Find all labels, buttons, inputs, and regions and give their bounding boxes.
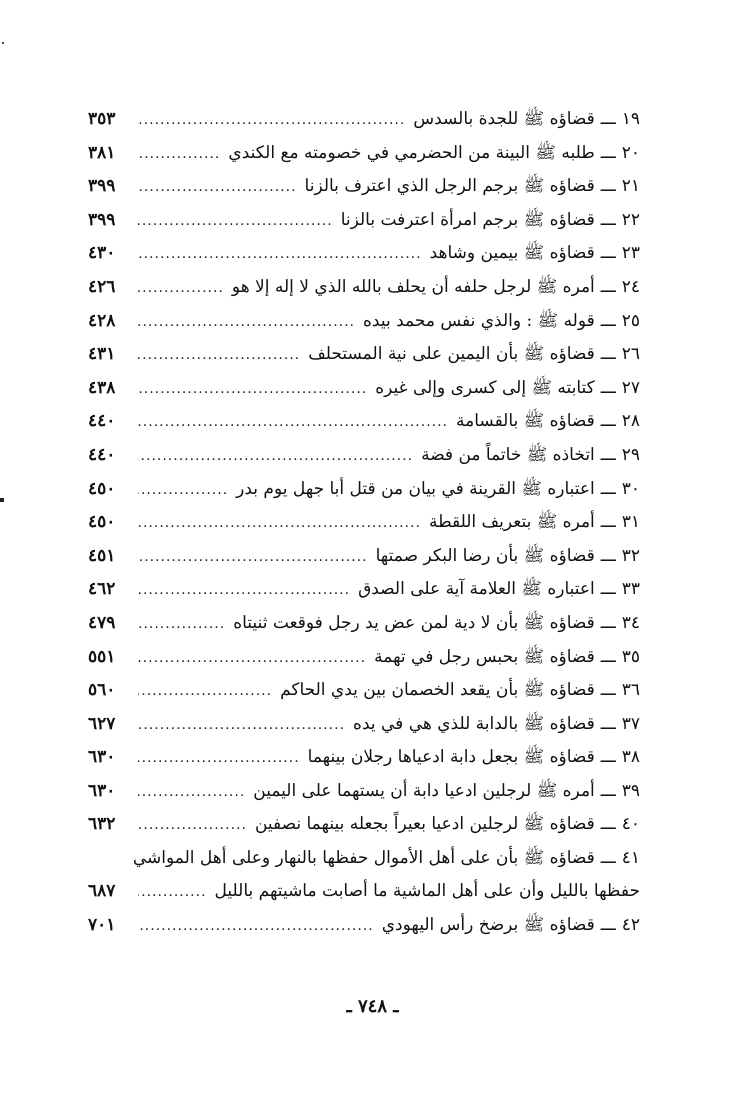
entry-title: قضاؤه ﷺ برضخ رأس اليهودي bbox=[381, 915, 595, 936]
leader-dots bbox=[138, 112, 405, 128]
entry-dash: ـــ bbox=[600, 209, 616, 230]
leader-dots bbox=[138, 616, 225, 632]
entry-page: ٤٣٠ bbox=[88, 243, 116, 264]
entry-number: ٢٤ bbox=[621, 276, 640, 297]
entry-number: ٣٣ bbox=[621, 579, 640, 600]
entry-title: اتخاذه ﷺ خاتماً من فضة bbox=[421, 444, 595, 465]
leader-dots bbox=[138, 414, 448, 430]
leader-dots bbox=[138, 314, 355, 330]
entry-title: قضاؤه ﷺ بأن لا دية لمن عض يد رجل فوقعت ثنيتاه bbox=[233, 612, 595, 633]
leader-dots bbox=[138, 347, 300, 363]
toc-entry-41-line1 bbox=[88, 847, 640, 881]
entry-page: ٤٣١ bbox=[88, 344, 116, 365]
toc-entry bbox=[88, 746, 640, 780]
toc-entry bbox=[88, 410, 640, 444]
entry-number: ٢٨ bbox=[621, 411, 640, 432]
entry-number: ٢٩ bbox=[621, 444, 640, 465]
toc-entry bbox=[88, 578, 640, 612]
entry-dash: ـــ bbox=[600, 344, 616, 365]
toc-entry-42 bbox=[88, 914, 640, 948]
entry-page: ٤٥١ bbox=[88, 545, 116, 566]
entry-number: ٣٩ bbox=[621, 780, 640, 801]
entry-dash: ـــ bbox=[600, 377, 616, 398]
toc-entry bbox=[88, 679, 640, 713]
entry-title: قضاؤه ﷺ لرجلين ادعيا بعيراً بجعله بينهما نصفين bbox=[254, 814, 595, 835]
toc-entry bbox=[88, 478, 640, 512]
scan-mark bbox=[2, 42, 4, 44]
entry-title: قضاؤه ﷺ للجدة بالسدس bbox=[413, 109, 595, 129]
entry-title-continued: حفظها بالليل وأن على أهل الماشية ما أصابت ماشيتهم بالليل bbox=[214, 880, 640, 901]
entry-title: كتابته ﷺ إلى كسرى وإلى غيره bbox=[375, 377, 595, 398]
toc-entry bbox=[88, 276, 640, 310]
leader-dots bbox=[138, 246, 422, 262]
toc-entry bbox=[88, 646, 640, 680]
entry-number: ٢٠ bbox=[621, 142, 640, 163]
toc-entry bbox=[88, 713, 640, 747]
entry-page: ٤٢٦ bbox=[88, 276, 116, 297]
toc-entry bbox=[88, 780, 640, 814]
entry-number: ٢٦ bbox=[621, 344, 640, 365]
entry-title: أمره ﷺ لرجل حلفه أن يحلف بالله الذي لا إله إلا هو bbox=[231, 276, 595, 297]
entry-page: ٥٥١ bbox=[88, 646, 116, 667]
leader-dots bbox=[138, 750, 300, 766]
table-of-contents bbox=[88, 108, 640, 948]
entry-title: قضاؤه ﷺ بالقسامة bbox=[456, 411, 595, 432]
leader-dots bbox=[138, 280, 224, 296]
entry-title: اعتباره ﷺ القرينة في بيان من قتل أبا جهل يوم بدر bbox=[236, 478, 595, 499]
scan-mark bbox=[0, 498, 4, 502]
entry-title: قضاؤه ﷺ بالدابة للذي هي في يده bbox=[353, 713, 595, 734]
entry-number: ٣٥ bbox=[621, 646, 640, 667]
entry-title: قضاؤه ﷺ بأن رضا البكر صمتها bbox=[375, 545, 595, 566]
entry-dash: ـــ bbox=[600, 243, 616, 264]
entry-dash: ـــ bbox=[600, 512, 616, 533]
entry-dash: ـــ bbox=[600, 545, 616, 566]
leader-dots bbox=[138, 146, 220, 162]
entry-page: ٧٠١ bbox=[88, 915, 116, 936]
entry-title: قضاؤه ﷺ بأن على أهل الأموال حفظها بالنهار وعلى أهل المواشي bbox=[132, 848, 595, 869]
entry-page: ٦٣٠ bbox=[88, 747, 116, 768]
toc-entry bbox=[88, 310, 640, 344]
entry-title: قضاؤه ﷺ بجعل دابة ادعياها رجلان بينهما bbox=[307, 747, 595, 768]
entry-page: ٤٤٠ bbox=[88, 411, 116, 432]
entry-dash: ـــ bbox=[600, 411, 616, 432]
entry-page: ٣٩٩ bbox=[88, 209, 116, 230]
entry-page: ٦٣٠ bbox=[88, 780, 116, 801]
leader-dots bbox=[138, 549, 368, 565]
toc-entry bbox=[88, 813, 640, 847]
leader-dots bbox=[138, 683, 272, 699]
entry-title: أمره ﷺ بتعريف اللقطة bbox=[428, 512, 595, 533]
entry-title: قضاؤه ﷺ بيمين وشاهد bbox=[429, 243, 595, 264]
entry-dash: ـــ bbox=[600, 109, 616, 129]
leader-dots bbox=[138, 784, 245, 800]
entry-dash: ـــ bbox=[600, 142, 616, 163]
toc-entry-41-line2 bbox=[88, 881, 640, 915]
entry-page: ٤٤٠ bbox=[88, 444, 116, 465]
entry-dash: ـــ bbox=[600, 444, 616, 465]
toc-entry bbox=[88, 612, 640, 646]
entry-dash: ـــ bbox=[600, 579, 616, 600]
entry-number: ٢٣ bbox=[621, 243, 640, 264]
entry-page: ٤٦٢ bbox=[88, 579, 116, 600]
entry-page: ٤٥٠ bbox=[88, 512, 116, 533]
toc-entry bbox=[88, 343, 640, 377]
entry-number: ٢٢ bbox=[621, 209, 640, 230]
entry-number: ٢١ bbox=[621, 176, 640, 197]
leader-dots bbox=[138, 650, 366, 666]
toc-entry bbox=[88, 545, 640, 579]
entry-number: ٢٥ bbox=[621, 310, 640, 331]
entry-page: ٣٨١ bbox=[88, 142, 116, 163]
entry-title: قضاؤه ﷺ برجم الرجل الذي اعترف بالزنا bbox=[304, 176, 595, 197]
leader-dots bbox=[138, 179, 297, 195]
entry-number: ٣٨ bbox=[621, 747, 640, 768]
toc-entry bbox=[88, 377, 640, 411]
entry-number: ٤١ bbox=[621, 848, 640, 869]
entry-dash: ـــ bbox=[600, 747, 616, 768]
toc-entry bbox=[88, 175, 640, 209]
entry-title: طلبه ﷺ البينة من الحضرمي في خصومته مع الكندي bbox=[228, 142, 595, 163]
entry-title: اعتباره ﷺ العلامة آية على الصدق bbox=[358, 579, 595, 600]
toc-entry bbox=[88, 209, 640, 243]
entry-title: قوله ﷺ : والذي نفس محمد بيده bbox=[363, 310, 595, 331]
leader-dots bbox=[138, 482, 228, 498]
entry-dash: ـــ bbox=[600, 646, 616, 667]
entry-number: ٣٤ bbox=[621, 612, 640, 633]
entry-page: ٤٣٨ bbox=[88, 377, 116, 398]
entry-page: ٤٥٠ bbox=[88, 478, 116, 499]
entry-dash: ـــ bbox=[600, 848, 616, 869]
entry-title: قضاؤه ﷺ برجم امرأة اعترفت بالزنا bbox=[340, 209, 595, 230]
entry-number: ٣١ bbox=[621, 512, 640, 533]
entry-dash: ـــ bbox=[600, 478, 616, 499]
entry-number: ٤٢ bbox=[621, 915, 640, 936]
leader-dots bbox=[138, 717, 345, 733]
toc-entry bbox=[88, 511, 640, 545]
leader-dots bbox=[138, 918, 374, 934]
entry-dash: ـــ bbox=[600, 612, 616, 633]
entry-number: ١٩ bbox=[621, 109, 640, 129]
entry-dash: ـــ bbox=[600, 176, 616, 197]
leader-dots bbox=[138, 817, 247, 833]
leader-dots bbox=[138, 582, 350, 598]
toc-entry bbox=[88, 242, 640, 276]
entry-title: أمره ﷺ لرجلين ادعيا دابة أن يستهما على اليمين bbox=[253, 780, 595, 801]
entry-number: ٣٢ bbox=[621, 545, 640, 566]
entry-number: ٣٠ bbox=[621, 478, 640, 499]
leader-dots bbox=[138, 448, 413, 464]
leader-dots bbox=[138, 884, 207, 900]
entry-title: قضاؤه ﷺ بحبس رجل في تهمة bbox=[374, 646, 595, 667]
entry-dash: ـــ bbox=[600, 915, 616, 936]
entry-number: ٤٠ bbox=[621, 814, 640, 835]
entry-dash: ـــ bbox=[600, 310, 616, 331]
toc-entry bbox=[88, 108, 640, 142]
page-number: ـ ٧٤٨ ـ bbox=[346, 996, 399, 1017]
entry-page: ٤٢٨ bbox=[88, 310, 116, 331]
entry-page: ٦٣٢ bbox=[88, 814, 116, 835]
toc-entry bbox=[88, 444, 640, 478]
entry-dash: ـــ bbox=[600, 680, 616, 701]
entry-page: ٣٥٣ bbox=[88, 109, 116, 129]
entry-dash: ـــ bbox=[600, 276, 616, 297]
leader-dots bbox=[138, 213, 333, 229]
entry-dash: ـــ bbox=[600, 713, 616, 734]
entry-number: ٣٧ bbox=[621, 713, 640, 734]
entry-title: قضاؤه ﷺ بأن اليمين على نية المستحلف bbox=[308, 344, 595, 365]
entry-page: ٦٢٧ bbox=[88, 713, 116, 734]
leader-dots bbox=[138, 515, 421, 531]
entry-title: قضاؤه ﷺ بأن يقعد الخصمان بين يدي الحاكم bbox=[280, 680, 595, 701]
leader-dots bbox=[138, 381, 367, 397]
entry-number: ٢٧ bbox=[621, 377, 640, 398]
entry-page: ٤٧٩ bbox=[88, 612, 116, 633]
entry-dash: ـــ bbox=[600, 814, 616, 835]
entry-page: ٥٦٠ bbox=[88, 680, 116, 701]
toc-entries bbox=[88, 108, 640, 847]
toc-entry bbox=[88, 142, 640, 176]
entry-page: ٦٨٧ bbox=[88, 880, 116, 901]
entry-number: ٣٦ bbox=[621, 680, 640, 701]
entry-page: ٣٩٩ bbox=[88, 176, 116, 197]
entry-dash: ـــ bbox=[600, 780, 616, 801]
